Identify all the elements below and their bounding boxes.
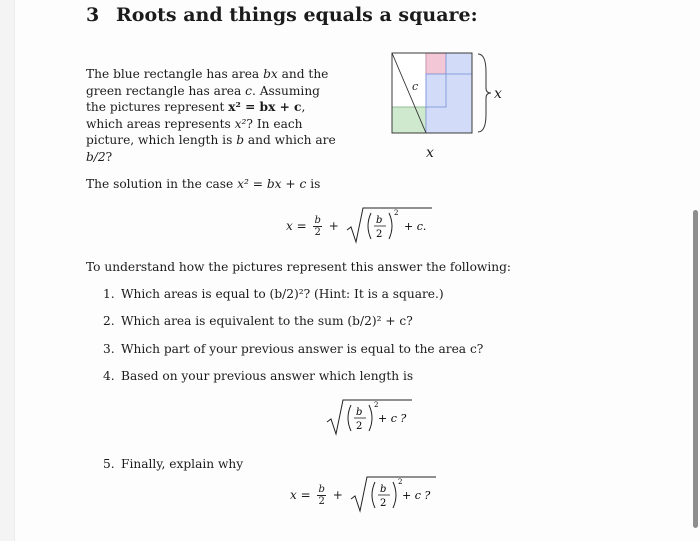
intro-var-c: c [245,83,252,98]
question-5 [103,457,243,471]
question-5-text: Finally, explain why [121,457,244,471]
formula3-inner-b: b [379,484,386,495]
question-4-number: 4. [103,369,115,383]
solution-line [86,176,320,193]
formula1-inner-2: 2 [375,229,382,240]
formula1-inner-b: b [375,215,382,226]
formula3-frac-num: b [318,483,325,495]
formula3-inner-2: 2 [379,498,386,509]
intro-paragraph [86,66,336,166]
question-1-number: 1. [103,287,115,301]
formula3-lhs: x = [290,488,311,502]
intro-text-5: ? In each picture, which length is [86,116,303,148]
intro-text-4: , which areas represents [86,100,306,131]
page-edge [0,0,15,541]
solution-text: The solution in the case [86,177,238,191]
formula1-frac-num: b [314,214,321,226]
solution-equation: x² = bx + c [237,177,307,191]
question-2-number: 2. [103,314,115,328]
label-x-bottom: x [426,145,434,161]
label-x-right: x [494,86,502,102]
area-figure [390,52,530,166]
intro-text-6: and which are [244,133,336,148]
section-title-text: Roots and things equals a square: [116,4,478,26]
question-2 [103,314,413,328]
question-3 [103,342,483,356]
formula1-sqrt [346,206,434,246]
section-number: 3 [86,4,100,26]
intro-var-b: b [236,133,245,148]
intro-text-3: . Assuming the pictures represent [86,83,320,115]
formula2-inner-b: b [356,407,363,418]
label-c: c [412,80,419,93]
question-4 [103,369,413,383]
formula2-sqrt [326,398,416,438]
scrollbar-thumb[interactable] [693,210,698,528]
understand-line: To understand how the pictures represent this answer the following: [86,260,511,274]
question-2-text: Which area is equivalent to the sum (b/2)² + c? [121,314,413,328]
area-diagram [390,52,530,162]
question-1-text: Which areas is equal to (b/2)²? (Hint: It is a square.) [121,287,444,301]
formula1-fraction [313,215,321,238]
right-brace [478,54,491,132]
intro-var-b-half: b/2 [86,149,106,164]
formula3-exponent: 2 [397,478,403,486]
formula2-tail: + c ? [378,412,407,425]
formula1-tail: + c. [403,220,426,233]
formula2-inner-2: 2 [356,421,363,432]
scrollbar[interactable] [692,0,700,541]
formula3-tail: + c ? [401,489,430,502]
formula1-frac-den: 2 [314,226,321,238]
formula3-fraction [317,484,325,507]
question-4-text: Based on your previous answer which length is [121,369,414,383]
question-3-number: 3. [103,342,115,356]
solution-is: is [306,177,321,191]
length-formula [326,398,416,438]
final-formula [287,475,440,515]
question-5-number: 5. [103,457,115,471]
formula3-sqrt [350,475,440,515]
formula3-plus: + [332,488,343,502]
blue-top-cell [446,53,472,74]
section-title [86,4,478,26]
intro-text-2: and the green rectangle has area [86,67,329,98]
intro-var-bx: bx [263,67,278,81]
solution-formula [283,206,434,246]
formula3-frac-den: 2 [318,495,325,507]
formula1-plus: + [328,219,339,233]
blue-mid-cell [426,74,446,107]
question-3-text: Which part of your previous answer is equal to the area c? [121,342,484,356]
intro-text-7: ? [105,149,113,164]
formula1-exponent: 2 [393,209,399,217]
intro-equation: x² = bx + c [228,100,302,115]
intro-var-x2: x² [234,116,247,131]
intro-text-1: The blue rectangle has area [86,67,264,81]
formula2-exponent: 2 [374,401,379,409]
formula1-lhs: x = [286,219,307,233]
pink-square [426,53,446,74]
question-1 [103,287,444,301]
